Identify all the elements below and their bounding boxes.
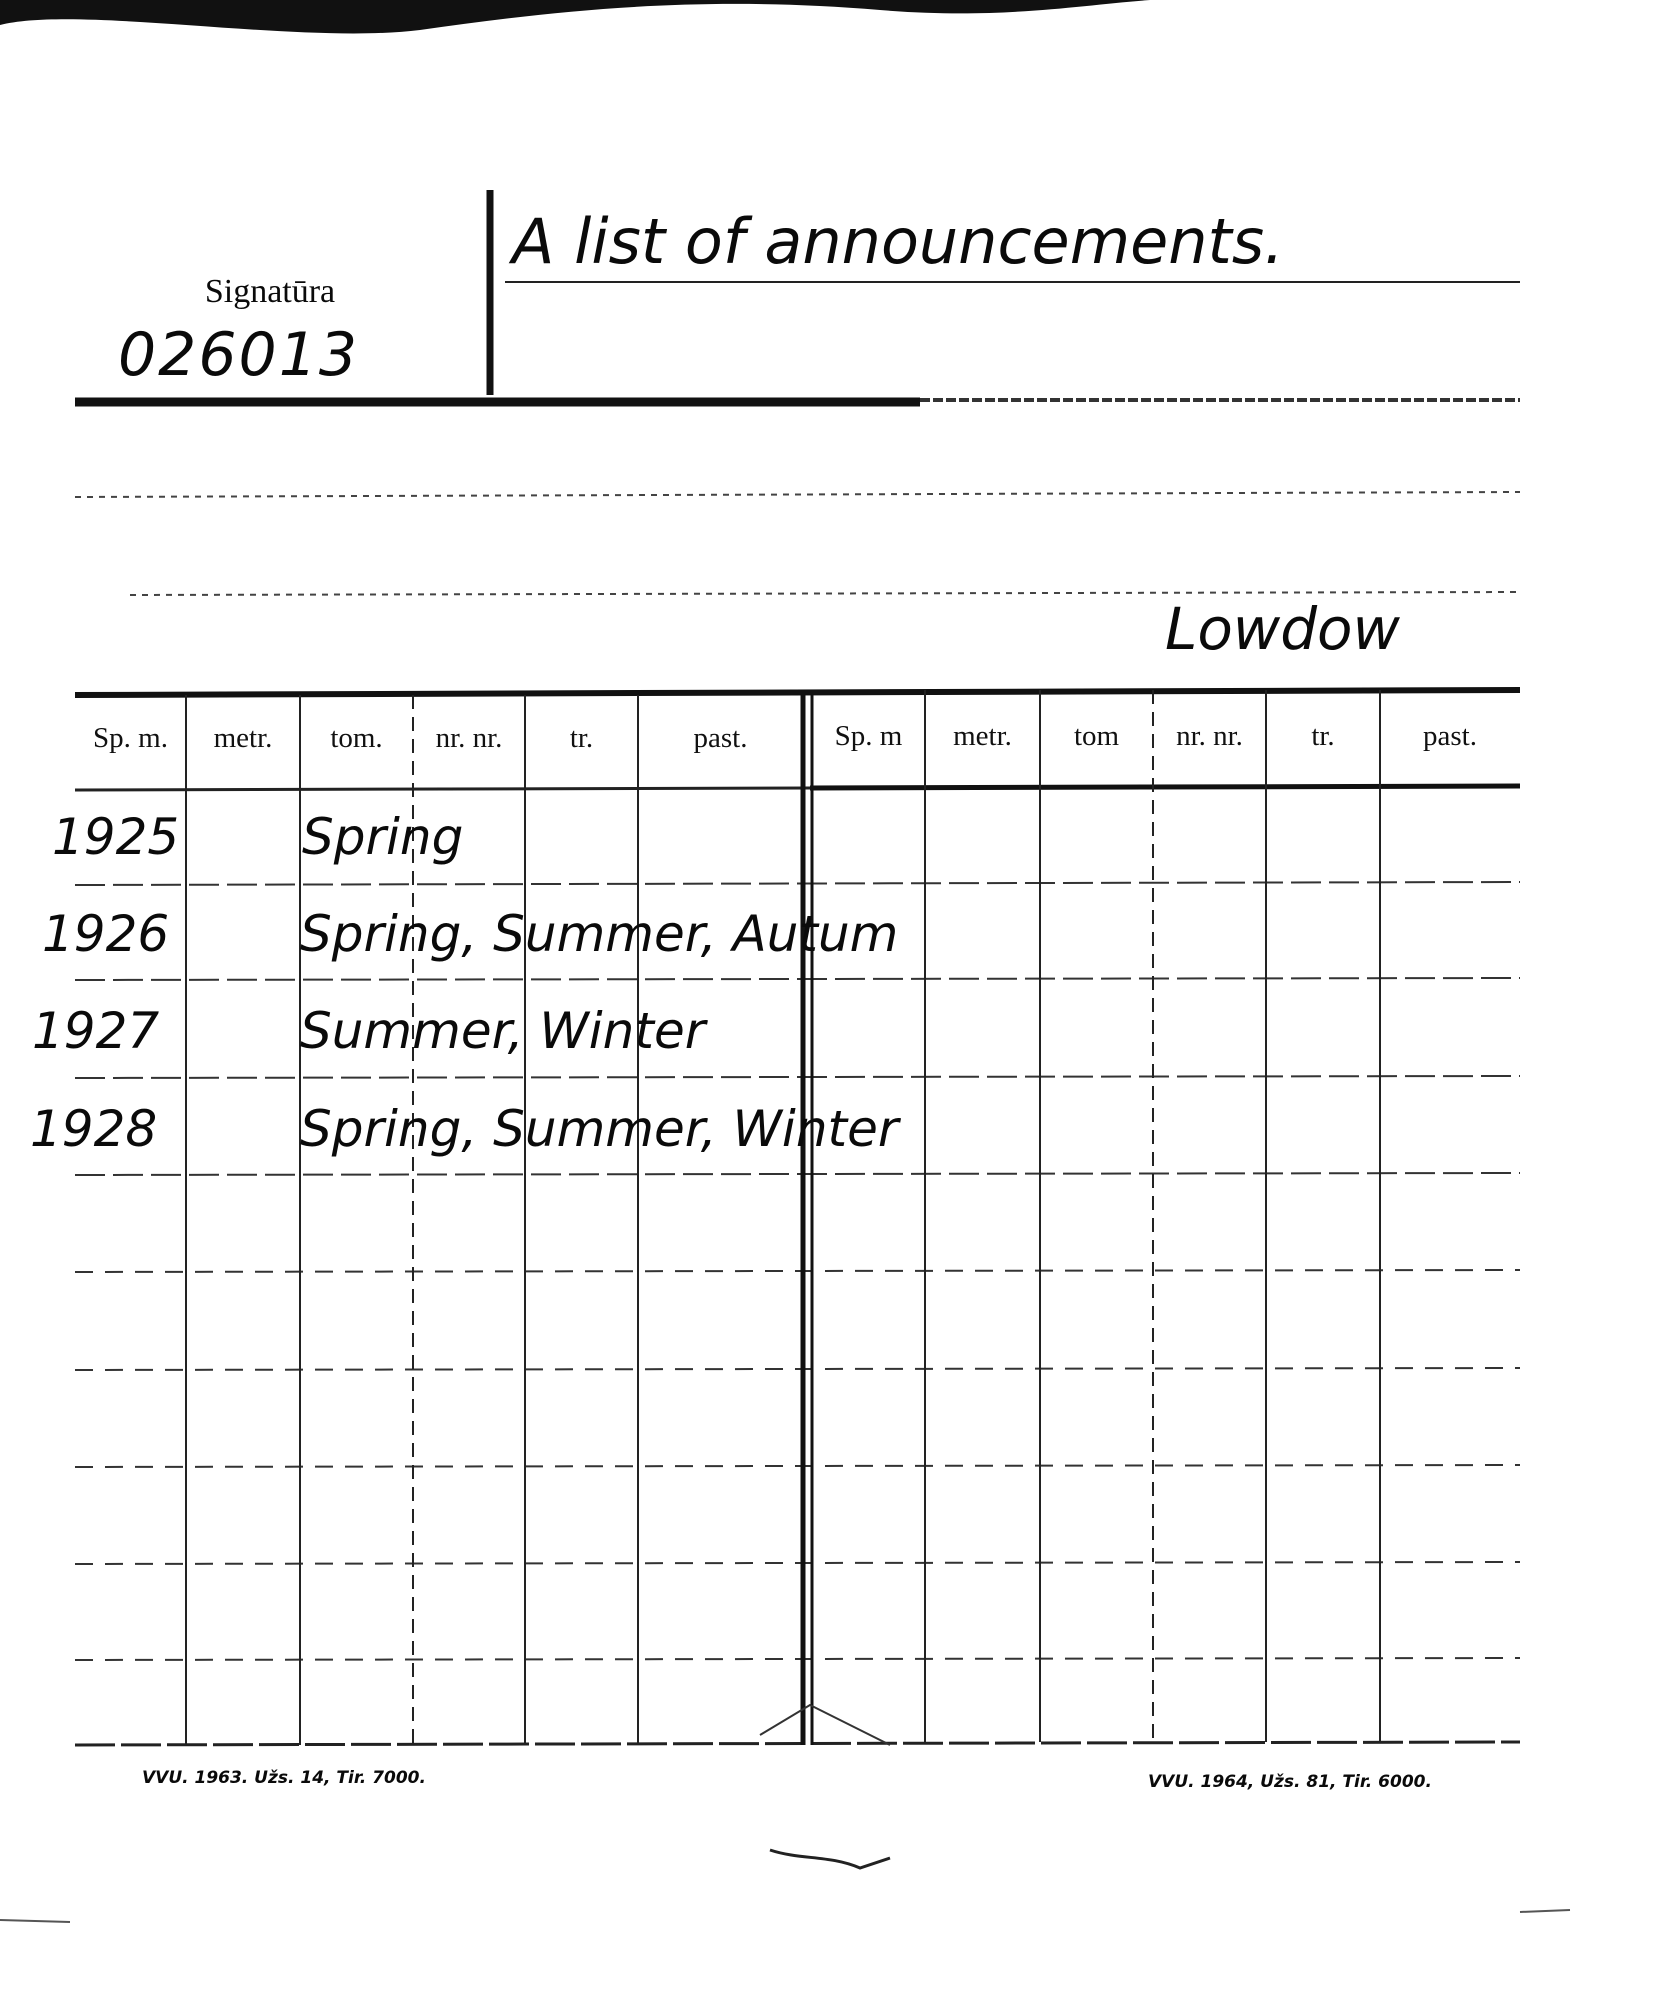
- header-sp-m-right: Sp. m: [834, 720, 903, 752]
- signature-label: Signatūra: [204, 273, 336, 310]
- signature-number: 026013: [118, 320, 360, 390]
- row-seasons: Summer, Winter: [300, 1002, 706, 1060]
- header-past-right: past.: [1423, 720, 1477, 752]
- row-seasons: Spring, Summer, Autum: [300, 905, 899, 963]
- footer-print-right: VVU. 1964, Užs. 81, Tir. 6000.: [1148, 1772, 1432, 1792]
- row-year: 1927: [32, 1002, 160, 1060]
- place-name: Lowdow: [1165, 595, 1400, 663]
- row-year: 1926: [42, 905, 170, 963]
- row-seasons: Spring: [302, 808, 464, 866]
- header-sp-m-left: Sp. m.: [93, 722, 168, 754]
- header-past-left: past.: [693, 722, 748, 754]
- header-nr-nr-left: nr. nr.: [435, 722, 503, 754]
- row-seasons: Spring, Summer, Winter: [300, 1100, 899, 1158]
- header-metr-left: metr.: [213, 722, 273, 754]
- footer-print-left: VVU. 1963. Užs. 14, Tir. 7000.: [142, 1768, 426, 1788]
- row-year: 1925: [52, 808, 180, 866]
- header-tr-left: tr.: [569, 722, 594, 754]
- header-metr-right: metr.: [953, 720, 1012, 752]
- header-tr-right: tr.: [1311, 720, 1335, 752]
- header-tom-left: tom.: [330, 722, 383, 754]
- header-nr-nr-right: nr. nr.: [1176, 720, 1243, 752]
- card-title: A list of announcements.: [512, 205, 1284, 278]
- row-year: 1928: [30, 1100, 158, 1158]
- header-tom-right: tom: [1073, 720, 1120, 752]
